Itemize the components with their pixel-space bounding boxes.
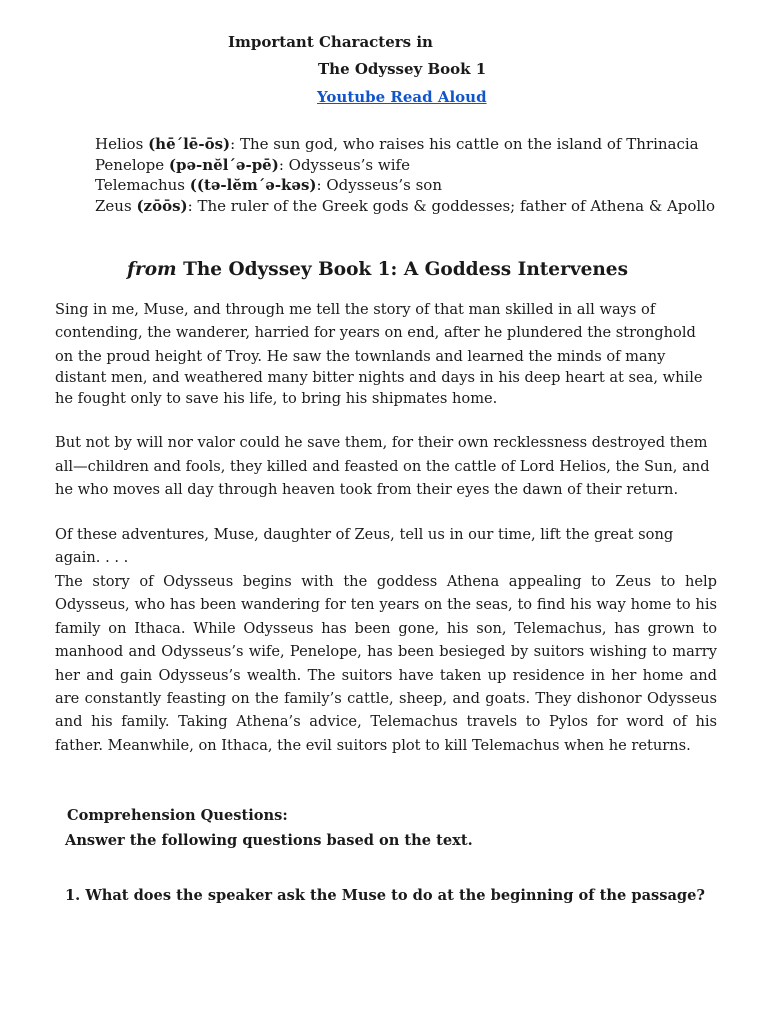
character-row-telemachus: [95, 175, 715, 196]
header-line-1: Important Characters in: [228, 33, 433, 51]
poem-paragraph-1a: Sing in me, Muse, and through me tell the story of that man skilled in all ways of contending, the wanderer, harried for years on end, after he plundered the stronghold: [55, 301, 696, 341]
character-row-helios: [95, 134, 715, 155]
question-1: 1. What does the speaker ask the Muse to do at the beginning of the passage?: [65, 887, 705, 904]
comprehension-heading: Comprehension Questions:: [67, 807, 288, 824]
character-description: : Odysseus’s wife: [278, 155, 410, 174]
character-pronunciation: (pə-nĕl΄ə-pē): [168, 155, 279, 174]
comprehension-instruction: Answer the following questions based on the text.: [65, 832, 473, 849]
character-row-penelope: [95, 155, 715, 176]
character-list: [95, 134, 715, 216]
poem-paragraph-3: Of these adventures, Muse, daughter of Zeus, tell us in our time, lift the great song again. . . .: [55, 526, 674, 566]
character-pronunciation: (zōōs): [136, 196, 188, 215]
poem-paragraph-1b: on the proud height of Troy. He saw the townlands and learned the minds of many distant men, and weathered many bitter nights and days in his deep heart at sea, while he fought only to save his life, to bring his shipmates home.: [55, 348, 703, 407]
character-row-zeus: [95, 196, 715, 217]
character-description: : Odysseus’s son: [316, 176, 442, 194]
character-name: Telemachus: [95, 176, 185, 194]
character-description: : The sun god, who raises his cattle on the island of Thrinacia: [230, 135, 699, 153]
poem-paragraph-2: But not by will nor valor could he save them, for their own recklessness destroyed them all—children and fools, they killed and feasted on the cattle of Lord Helios, the Sun, and he who moves all day through heaven took from their eyes the dawn of their return.: [55, 434, 710, 498]
character-pronunciation: ((tə-lĕm΄ə-kəs): [189, 176, 317, 194]
character-name: Helios: [95, 135, 144, 153]
character-pronunciation: (hē΄lē-ōs): [148, 135, 231, 153]
title-prefix: from: [127, 259, 177, 280]
section-title: [0, 259, 755, 280]
summary-paragraph: The story of Odysseus begins with the goddess Athena appealing to Zeus to help Odysseus, who has been wandering for ten years on the seas, to find his way home to his family on Ithaca. While Odysseus has been gone, his son, Telemachus, has grown to manhood and Odysseus’s wife, Penelope, has been besieged by suitors wishing to marry her and gain Odysseus’s wealth. The suitors have taken up residence in her home and are constantly feasting on the family’s cattle, sheep, and goats. They dishonor Odysseus and his family. Taking Athena’s advice, Telemachus travels to Pylos for word of his father. Meanwhile, on Ithaca, the evil suitors plot to kill Telemachus when he returns.: [55, 573, 717, 754]
title-main: The Odyssey Book 1: A Goddess Intervenes: [183, 259, 628, 280]
character-description: : The ruler of the Greek gods & goddesses; father of Athena & Apollo: [187, 196, 716, 215]
header-line-2: The Odyssey Book 1: [318, 60, 487, 78]
youtube-read-aloud-link[interactable]: Youtube Read Aloud: [317, 88, 487, 106]
character-name: Penelope: [95, 155, 165, 174]
character-name: Zeus: [95, 196, 132, 215]
